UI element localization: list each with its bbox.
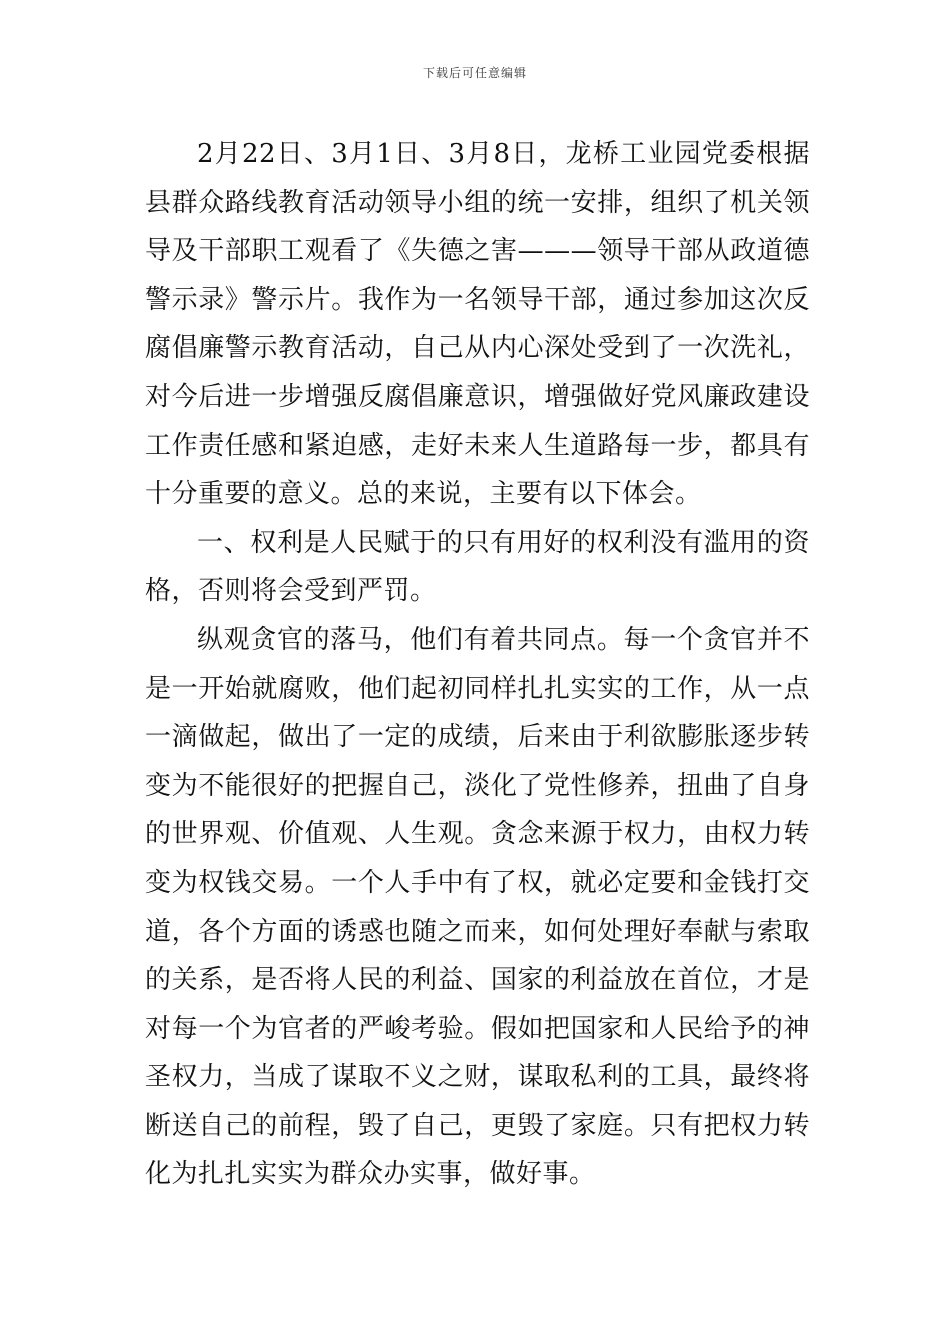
document-body — [145, 130, 810, 1199]
paragraph-intro: 2月22日、3月1日、3月8日，龙桥工业园党委根据县群众路线教育活动领导小组的统一安排，组织了机关领导及干部职工观看了《失德之害———领导干部从政道德警示录》警示片。我作为一名领导干部，通过参加这次反腐倡廉警示教育活动，自己从内心深处受到了一次洗礼，对今后进一步增强反腐倡廉意识，增强做好党风廉政建设工作责任感和紧迫感，走好未来人生道路每一步，都具有十分重要的意义。总的来说，主要有以下体会。 — [145, 139, 810, 510]
page-header-note: 下载后可任意编辑 — [422, 66, 527, 80]
paragraph-analysis: 纵观贪官的落马，他们有着共同点。每一个贪官并不是一开始就腐败，他们起初同样扎扎实实的工作，从一点一滴做起，做出了一定的成绩，后来由于利欲膨胀逐步转变为不能很好的把握自己，淡化了党性修养，扭曲了自身的世界观、价值观、人生观。贪念来源于权力，由权力转变为权钱交易。一个人手中有了权，就必定要和金钱打交道，各个方面的诱惑也随之而来，如何处理好奉献与索取的关系，是否将人民的利益、国家的利益放在首位，才是对每一个为官者的严峻考验。假如把国家和人民给予的神圣权力，当成了谋取不义之财，谋取私利的工具，最终将断送自己的前程，毁了自己，更毁了家庭。只有把权力转化为扎扎实实为群众办实事，做好事。 — [145, 624, 810, 1190]
paragraph-section-heading: 一、权利是人民赋于的只有用好的权利没有滥用的资格，否则将会受到严罚。 — [145, 527, 810, 607]
